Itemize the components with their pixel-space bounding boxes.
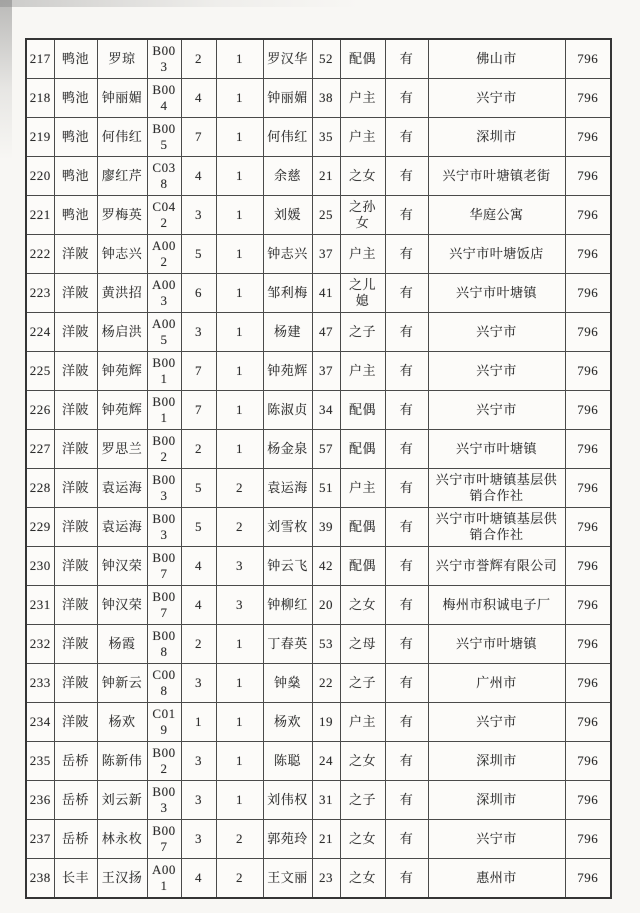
table-cell: 796: [565, 352, 611, 391]
table-cell: 2: [181, 625, 216, 664]
table-cell: 郭苑玲: [263, 820, 312, 859]
table-cell: 有: [385, 625, 428, 664]
table-cell: 31: [312, 781, 340, 820]
table-cell: 796: [565, 430, 611, 469]
table-cell: 2: [181, 430, 216, 469]
table-cell: 219: [26, 118, 54, 157]
table-cell: 有: [385, 781, 428, 820]
table-cell: 221: [26, 196, 54, 235]
table-cell: B003: [147, 781, 181, 820]
table-cell: 796: [565, 781, 611, 820]
table-cell: 1: [216, 274, 263, 313]
table-cell: 1: [216, 118, 263, 157]
table-cell: 21: [312, 820, 340, 859]
table-cell: 7: [181, 352, 216, 391]
table-cell: 有: [385, 742, 428, 781]
table-cell: 52: [312, 39, 340, 79]
table-cell: 岳桥: [54, 742, 97, 781]
table-cell: B001: [147, 391, 181, 430]
table-cell: 钟苑辉: [97, 391, 147, 430]
table-cell: 23: [312, 859, 340, 899]
table-row: [26, 586, 611, 625]
table-cell: 796: [565, 508, 611, 547]
table-cell: 深圳市: [428, 781, 565, 820]
table-cell: 1: [216, 703, 263, 742]
table-cell: 罗汉华: [263, 39, 312, 79]
table-row: [26, 781, 611, 820]
table-row: [26, 118, 611, 157]
table-row: [26, 274, 611, 313]
table-cell: 57: [312, 430, 340, 469]
table-cell: 王文丽: [263, 859, 312, 899]
table-row: [26, 430, 611, 469]
scan-artifact-top-edge: [0, 0, 360, 7]
table-cell: 刘伟权: [263, 781, 312, 820]
table-cell: 3: [216, 547, 263, 586]
table-cell: 罗梅英: [97, 196, 147, 235]
table-cell: 兴宁市叶塘镇老街: [428, 157, 565, 196]
table-cell: 3: [216, 586, 263, 625]
table-cell: C019: [147, 703, 181, 742]
table-cell: 钟汉荣: [97, 547, 147, 586]
table-cell: C042: [147, 196, 181, 235]
table-cell: 796: [565, 586, 611, 625]
table-cell: 38: [312, 79, 340, 118]
table-cell: 陈淑贞: [263, 391, 312, 430]
table-cell: 洋陂: [54, 430, 97, 469]
table-cell: 岳桥: [54, 820, 97, 859]
table-cell: 2: [216, 469, 263, 508]
table-row: [26, 820, 611, 859]
table-cell: 34: [312, 391, 340, 430]
table-cell: 刘媛: [263, 196, 312, 235]
table-cell: 钟丽媚: [97, 79, 147, 118]
table-cell: 230: [26, 547, 54, 586]
table-cell: 3: [181, 781, 216, 820]
table-cell: 杨启洪: [97, 313, 147, 352]
table-row: [26, 742, 611, 781]
table-row: [26, 313, 611, 352]
table-cell: 洋陂: [54, 391, 97, 430]
table-cell: 鸭池: [54, 39, 97, 79]
table-cell: C038: [147, 157, 181, 196]
table-cell: 7: [181, 118, 216, 157]
table-cell: 217: [26, 39, 54, 79]
table-cell: 796: [565, 391, 611, 430]
table-cell: 袁运海: [97, 469, 147, 508]
table-cell: 2: [216, 859, 263, 899]
table-cell: 杨霞: [97, 625, 147, 664]
table-cell: 222: [26, 235, 54, 274]
table-row: [26, 703, 611, 742]
table-row: [26, 391, 611, 430]
table-cell: 25: [312, 196, 340, 235]
table-cell: 2: [216, 508, 263, 547]
table-cell: 黄洪招: [97, 274, 147, 313]
table-cell: 796: [565, 469, 611, 508]
table-cell: 796: [565, 547, 611, 586]
table-cell: 陈新伟: [97, 742, 147, 781]
table-cell: 3: [181, 313, 216, 352]
table-cell: 有: [385, 157, 428, 196]
table-cell: 237: [26, 820, 54, 859]
table-cell: 37: [312, 352, 340, 391]
table-row: [26, 859, 611, 899]
table-cell: 有: [385, 547, 428, 586]
table-cell: 兴宁市叶塘镇基层供销合作社: [428, 508, 565, 547]
table-cell: 229: [26, 508, 54, 547]
table-cell: B003: [147, 469, 181, 508]
table-cell: 2: [216, 820, 263, 859]
table-cell: 兴宁市叶塘镇: [428, 625, 565, 664]
table-cell: 223: [26, 274, 54, 313]
table-cell: 51: [312, 469, 340, 508]
table-cell: 之女: [340, 820, 385, 859]
table-cell: B003: [147, 508, 181, 547]
table-cell: 有: [385, 352, 428, 391]
table-cell: 钟汉荣: [97, 586, 147, 625]
table-cell: 796: [565, 39, 611, 79]
table-cell: 袁运海: [263, 469, 312, 508]
table-cell: B002: [147, 742, 181, 781]
table-cell: 之女: [340, 157, 385, 196]
table-cell: 7: [181, 391, 216, 430]
table-cell: 兴宁市誉辉有限公司: [428, 547, 565, 586]
table-cell: 37: [312, 235, 340, 274]
table-cell: 1: [216, 39, 263, 79]
table-cell: 兴宁市叶塘镇基层供销合作社: [428, 469, 565, 508]
table-cell: 洋陂: [54, 586, 97, 625]
record-table-body: [26, 39, 611, 898]
table-cell: 兴宁市: [428, 313, 565, 352]
table-cell: 796: [565, 859, 611, 899]
table-cell: 之子: [340, 313, 385, 352]
table-cell: 1: [216, 742, 263, 781]
table-cell: C008: [147, 664, 181, 703]
table-cell: 刘云新: [97, 781, 147, 820]
table-cell: B005: [147, 118, 181, 157]
table-cell: 231: [26, 586, 54, 625]
table-cell: 4: [181, 586, 216, 625]
table-cell: 杨欢: [263, 703, 312, 742]
table-cell: 796: [565, 157, 611, 196]
table-row: [26, 39, 611, 79]
table-cell: 1: [216, 391, 263, 430]
table-cell: 深圳市: [428, 742, 565, 781]
table-cell: 洋陂: [54, 274, 97, 313]
table-cell: 钟志兴: [97, 235, 147, 274]
table-cell: 4: [181, 859, 216, 899]
table-cell: 有: [385, 235, 428, 274]
table-cell: 钟云飞: [263, 547, 312, 586]
table-cell: 华庭公寓: [428, 196, 565, 235]
table-cell: 53: [312, 625, 340, 664]
table-cell: 有: [385, 430, 428, 469]
table-cell: 之女: [340, 859, 385, 899]
table-cell: 1: [216, 157, 263, 196]
table-cell: 225: [26, 352, 54, 391]
table-cell: 岳桥: [54, 781, 97, 820]
table-cell: 配偶: [340, 391, 385, 430]
table-cell: 之女: [340, 586, 385, 625]
table-cell: 1: [216, 352, 263, 391]
table-cell: 钟燊: [263, 664, 312, 703]
table-cell: 47: [312, 313, 340, 352]
table-cell: 796: [565, 625, 611, 664]
table-cell: 户主: [340, 469, 385, 508]
table-cell: 户主: [340, 79, 385, 118]
table-cell: 有: [385, 586, 428, 625]
table-cell: 之子: [340, 664, 385, 703]
table-cell: B004: [147, 79, 181, 118]
table-cell: A003: [147, 274, 181, 313]
table-cell: 235: [26, 742, 54, 781]
table-cell: 233: [26, 664, 54, 703]
table-cell: 3: [181, 742, 216, 781]
table-row: [26, 352, 611, 391]
table-cell: 21: [312, 157, 340, 196]
table-cell: 户主: [340, 118, 385, 157]
table-cell: 226: [26, 391, 54, 430]
table-cell: 之孙女: [340, 196, 385, 235]
table-cell: 796: [565, 118, 611, 157]
table-cell: 24: [312, 742, 340, 781]
table-cell: 兴宁市: [428, 79, 565, 118]
table-cell: 配偶: [340, 39, 385, 79]
table-cell: 234: [26, 703, 54, 742]
table-cell: 35: [312, 118, 340, 157]
table-cell: 796: [565, 235, 611, 274]
table-cell: 22: [312, 664, 340, 703]
table-cell: 4: [181, 157, 216, 196]
table-cell: 之母: [340, 625, 385, 664]
table-cell: 兴宁市: [428, 391, 565, 430]
table-cell: 238: [26, 859, 54, 899]
table-cell: B001: [147, 352, 181, 391]
table-cell: A001: [147, 859, 181, 899]
table-cell: 有: [385, 274, 428, 313]
table-cell: 鸭池: [54, 79, 97, 118]
table-cell: 梅州市积诚电子厂: [428, 586, 565, 625]
table-cell: 洋陂: [54, 352, 97, 391]
table-cell: 有: [385, 664, 428, 703]
table-cell: 之子: [340, 781, 385, 820]
table-cell: 钟丽媚: [263, 79, 312, 118]
table-cell: 1: [216, 235, 263, 274]
table-cell: 19: [312, 703, 340, 742]
table-cell: 杨欢: [97, 703, 147, 742]
table-cell: 廖红芹: [97, 157, 147, 196]
table-cell: 42: [312, 547, 340, 586]
table-cell: 218: [26, 79, 54, 118]
table-cell: 钟志兴: [263, 235, 312, 274]
table-cell: 户主: [340, 352, 385, 391]
table-cell: 洋陂: [54, 235, 97, 274]
table-row: [26, 196, 611, 235]
table-cell: 20: [312, 586, 340, 625]
table-cell: 有: [385, 118, 428, 157]
table-cell: 796: [565, 820, 611, 859]
table-cell: 广州市: [428, 664, 565, 703]
table-cell: 796: [565, 79, 611, 118]
table-cell: 有: [385, 39, 428, 79]
table-cell: 4: [181, 547, 216, 586]
table-cell: 1: [216, 196, 263, 235]
table-cell: 有: [385, 508, 428, 547]
table-cell: 224: [26, 313, 54, 352]
table-cell: 鸭池: [54, 157, 97, 196]
table-cell: 配偶: [340, 430, 385, 469]
table-cell: B007: [147, 547, 181, 586]
table-cell: 钟苑辉: [263, 352, 312, 391]
table-cell: 6: [181, 274, 216, 313]
table-cell: 洋陂: [54, 313, 97, 352]
table-cell: 2: [181, 39, 216, 79]
table-cell: 有: [385, 820, 428, 859]
scanned-document-page: [25, 38, 610, 899]
table-cell: 796: [565, 196, 611, 235]
table-cell: 236: [26, 781, 54, 820]
table-cell: 5: [181, 235, 216, 274]
table-cell: 有: [385, 196, 428, 235]
table-cell: 有: [385, 313, 428, 352]
table-cell: 钟柳红: [263, 586, 312, 625]
table-row: [26, 469, 611, 508]
table-row: [26, 79, 611, 118]
table-cell: 配偶: [340, 508, 385, 547]
table-cell: 兴宁市: [428, 703, 565, 742]
table-cell: 陈聪: [263, 742, 312, 781]
table-cell: 1: [216, 664, 263, 703]
table-row: [26, 235, 611, 274]
table-cell: 鸭池: [54, 118, 97, 157]
table-cell: 有: [385, 859, 428, 899]
table-cell: 有: [385, 79, 428, 118]
table-cell: 洋陂: [54, 664, 97, 703]
table-cell: 袁运海: [97, 508, 147, 547]
table-cell: 3: [181, 196, 216, 235]
table-cell: 洋陂: [54, 703, 97, 742]
table-cell: 232: [26, 625, 54, 664]
table-cell: 刘雪枚: [263, 508, 312, 547]
table-cell: 鸭池: [54, 196, 97, 235]
table-cell: 796: [565, 313, 611, 352]
table-cell: 余慈: [263, 157, 312, 196]
table-cell: 丁春英: [263, 625, 312, 664]
table-cell: 5: [181, 508, 216, 547]
table-cell: 41: [312, 274, 340, 313]
table-cell: 长丰: [54, 859, 97, 899]
table-cell: B002: [147, 430, 181, 469]
table-cell: 有: [385, 391, 428, 430]
table-cell: 兴宁市叶塘镇: [428, 274, 565, 313]
table-cell: 洋陂: [54, 547, 97, 586]
table-cell: 钟苑辉: [97, 352, 147, 391]
table-cell: B008: [147, 625, 181, 664]
table-cell: B003: [147, 39, 181, 79]
table-cell: 深圳市: [428, 118, 565, 157]
table-cell: A005: [147, 313, 181, 352]
table-cell: 1: [216, 313, 263, 352]
table-cell: 何伟红: [263, 118, 312, 157]
table-cell: 林永枚: [97, 820, 147, 859]
scan-artifact-left-edge: [0, 0, 12, 160]
table-cell: 罗琼: [97, 39, 147, 79]
table-row: [26, 625, 611, 664]
table-cell: 有: [385, 703, 428, 742]
table-cell: 洋陂: [54, 469, 97, 508]
table-cell: 户主: [340, 235, 385, 274]
table-cell: 3: [181, 664, 216, 703]
table-row: [26, 664, 611, 703]
table-cell: 3: [181, 820, 216, 859]
table-cell: 796: [565, 742, 611, 781]
table-cell: A002: [147, 235, 181, 274]
table-cell: 有: [385, 469, 428, 508]
table-cell: 罗思兰: [97, 430, 147, 469]
table-cell: 何伟红: [97, 118, 147, 157]
table-cell: 钟新云: [97, 664, 147, 703]
table-cell: 兴宁市: [428, 820, 565, 859]
table-cell: 1: [216, 79, 263, 118]
table-cell: 兴宁市叶塘镇: [428, 430, 565, 469]
table-cell: 之儿媳: [340, 274, 385, 313]
table-cell: 1: [216, 430, 263, 469]
table-cell: 4: [181, 79, 216, 118]
table-row: [26, 157, 611, 196]
table-cell: 220: [26, 157, 54, 196]
table-cell: 228: [26, 469, 54, 508]
table-cell: 796: [565, 274, 611, 313]
table-row: [26, 508, 611, 547]
table-cell: 796: [565, 703, 611, 742]
table-cell: 兴宁市: [428, 352, 565, 391]
table-cell: 杨金泉: [263, 430, 312, 469]
table-cell: 39: [312, 508, 340, 547]
table-cell: 洋陂: [54, 625, 97, 664]
table-cell: 王汉扬: [97, 859, 147, 899]
table-cell: 5: [181, 469, 216, 508]
table-cell: 邹利梅: [263, 274, 312, 313]
table-cell: 户主: [340, 703, 385, 742]
record-table: [25, 38, 612, 899]
table-cell: 杨建: [263, 313, 312, 352]
table-cell: 佛山市: [428, 39, 565, 79]
table-cell: 1: [181, 703, 216, 742]
table-cell: 之女: [340, 742, 385, 781]
table-cell: 洋陂: [54, 508, 97, 547]
table-cell: B007: [147, 586, 181, 625]
table-cell: B007: [147, 820, 181, 859]
table-cell: 1: [216, 625, 263, 664]
table-cell: 796: [565, 664, 611, 703]
table-cell: 惠州市: [428, 859, 565, 899]
table-cell: 1: [216, 781, 263, 820]
table-row: [26, 547, 611, 586]
table-cell: 配偶: [340, 547, 385, 586]
table-cell: 227: [26, 430, 54, 469]
table-cell: 兴宁市叶塘饭店: [428, 235, 565, 274]
